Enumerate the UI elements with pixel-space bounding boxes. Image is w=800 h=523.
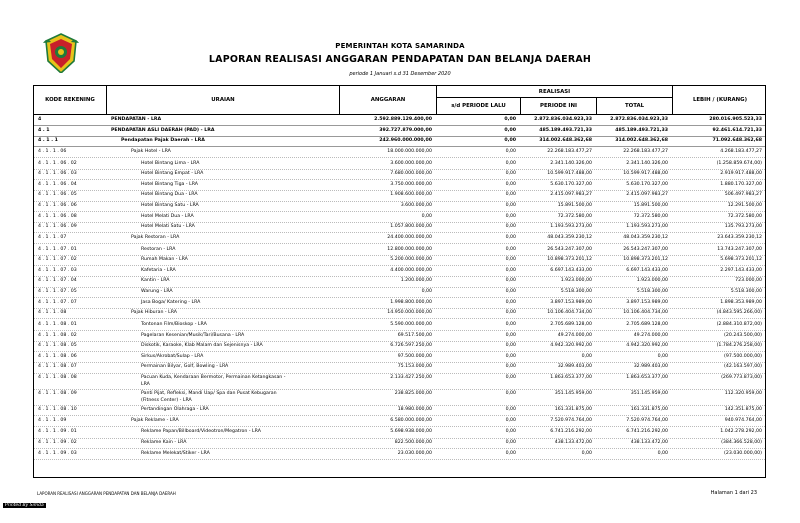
row-lalu: 0,00 bbox=[505, 391, 516, 396]
row-kode: 4 . 1 . 1 . 06 . 08 bbox=[38, 213, 77, 219]
row-lalu: 0,00 bbox=[505, 181, 516, 187]
col-periode-lalu: s/d PERIODE LALU bbox=[437, 98, 521, 114]
row-separator bbox=[34, 308, 765, 309]
row-ini: 72.372.580,00 bbox=[557, 213, 592, 219]
row-lalu: 0,00 bbox=[505, 257, 516, 263]
row-kode: 4 . 1 . 1 . 09 . 02 bbox=[38, 440, 77, 445]
row-anggaran: 18.980.000,00 bbox=[397, 407, 432, 412]
row-kode: 4 . 1 bbox=[38, 127, 50, 133]
row-ini: 1.863.653.377,00 bbox=[550, 375, 592, 380]
row-anggaran: 1.998.800.000,00 bbox=[390, 299, 432, 305]
row-ini: 4.942.320.992,00 bbox=[550, 343, 592, 349]
row-lalu: 0,00 bbox=[505, 364, 516, 370]
row-kode: 4 . 1 . 1 . 06 . 04 bbox=[38, 181, 77, 187]
row-total: 1.863.653.377,00 bbox=[626, 375, 668, 380]
row-lalu: 0,00 bbox=[505, 407, 516, 412]
row-ini: 5.518.300,00 bbox=[560, 289, 592, 294]
row-lalu: 0,00 bbox=[505, 417, 516, 423]
col-total: TOTAL bbox=[597, 98, 673, 114]
row-anggaran: 1.057.800.000,00 bbox=[390, 224, 432, 230]
row-ini: 6.697.143.433,00 bbox=[550, 267, 592, 273]
row-total: 2.872.836.034.923,33 bbox=[610, 117, 668, 122]
row-lebih: 92.461.614.721,33 bbox=[712, 127, 762, 133]
row-uraian: Jasa Boga/ Katering - LRA bbox=[141, 299, 201, 305]
row-lebih: 2.919.917.488,00 bbox=[720, 171, 762, 177]
row-total: 314.002.648.362,68 bbox=[615, 138, 668, 144]
row-anggaran: 0,00 bbox=[421, 213, 432, 219]
row-uraian: Reklame Papan/Billboard/Videotron/Megatron - LRA bbox=[141, 429, 261, 435]
row-lebih: (269.773.873,00) bbox=[721, 375, 762, 380]
row-uraian: Kafetaria - LRA bbox=[141, 267, 176, 273]
row-lebih: (2.884.310.872,00) bbox=[716, 322, 762, 327]
row-uraian: Tontonan Film/Bioskop - LRA bbox=[141, 322, 207, 327]
row-ini: 2.341.140.326,00 bbox=[550, 160, 592, 166]
row-separator bbox=[34, 287, 765, 288]
row-lalu: 0,00 bbox=[505, 278, 516, 284]
row-anggaran: 4.400.000.000,00 bbox=[390, 267, 432, 273]
row-ini: 0,00 bbox=[581, 450, 592, 456]
row-separator bbox=[34, 265, 765, 266]
row-anggaran: 5.698.938.000,00 bbox=[390, 429, 432, 435]
row-lebih: 13.743.247.307,00 bbox=[717, 246, 762, 252]
row-uraian: Hotel Bintang Empat - LRA bbox=[141, 171, 204, 177]
row-lalu: 0,00 bbox=[505, 148, 516, 154]
row-separator bbox=[34, 276, 765, 277]
col-uraian: URAIAN bbox=[107, 86, 340, 114]
row-ini: 438.133.472,00 bbox=[554, 440, 592, 445]
row-separator bbox=[34, 362, 765, 363]
row-anggaran: 1.200.000,00 bbox=[400, 278, 432, 284]
row-anggaran: 24.400.000.000,00 bbox=[387, 234, 432, 240]
row-ini: 161.331.875,00 bbox=[554, 407, 592, 412]
row-lebih: 71.092.648.362,68 bbox=[712, 138, 762, 144]
row-lalu: 0,00 bbox=[505, 171, 516, 177]
row-lalu: 0,00 bbox=[505, 234, 516, 240]
col-periode-ini: PERIODE INI bbox=[521, 98, 597, 114]
row-lebih: 112.320.959,00 bbox=[724, 391, 762, 396]
row-total: 32.989.403,00 bbox=[633, 364, 668, 370]
row-kode: 4 . 1 . 1 . 08 . 10 bbox=[38, 407, 77, 412]
row-ini: 0,00 bbox=[581, 353, 592, 359]
row-lalu: 0,00 bbox=[505, 267, 516, 273]
row-separator bbox=[34, 297, 765, 298]
row-uraian: Hotel Melati Dua - LRA bbox=[141, 213, 194, 219]
row-uraian: Rumah Makan - LRA bbox=[141, 257, 188, 263]
row-lalu: 0,00 bbox=[505, 450, 516, 456]
row-total: 22.268.183.477,27 bbox=[623, 148, 668, 154]
row-kode: 4 . 1 . 1 . 09 bbox=[38, 417, 67, 423]
row-uraian: Restoran - LRA bbox=[141, 246, 176, 252]
row-lebih: (1.784.276.258,00) bbox=[716, 343, 762, 349]
generator-stamp: Printed By Simda bbox=[5, 503, 44, 508]
row-separator bbox=[34, 190, 765, 191]
row-total: 48.043.359.230,12 bbox=[623, 234, 668, 240]
row-total: 6.697.143.433,00 bbox=[626, 267, 668, 273]
row-separator bbox=[34, 211, 765, 212]
row-anggaran: 3.750.000.000,00 bbox=[390, 181, 432, 187]
row-ini: 1.923.000,00 bbox=[560, 278, 592, 284]
row-lebih: 2.297.143.433,00 bbox=[720, 267, 762, 273]
row-uraian: Warung - LRA bbox=[141, 289, 173, 294]
row-lebih: 506.497.983,27 bbox=[724, 192, 762, 198]
row-separator bbox=[34, 146, 765, 147]
row-uraian: Sirkus/Akrobat/Sulap - LRA bbox=[141, 353, 204, 359]
row-kode: 4 . 1 . 1 . 08 . 02 bbox=[38, 332, 77, 338]
row-ini: 2.415.097.983,27 bbox=[550, 192, 592, 198]
row-lebih: 1.880.170.327,00 bbox=[720, 181, 762, 187]
row-uraian: Pendapatan Pajak Daerah - LRA bbox=[121, 138, 205, 144]
row-anggaran: 14.950.000.000,00 bbox=[387, 310, 432, 316]
row-kode: 4 . 1 . 1 . 08 . 07 bbox=[38, 364, 77, 370]
row-separator bbox=[34, 222, 765, 223]
row-anggaran: 5.200.000.000,00 bbox=[390, 257, 432, 263]
row-total: 438.133.472,00 bbox=[630, 440, 668, 445]
row-lalu: 0,00 bbox=[505, 353, 516, 359]
row-lalu: 0,00 bbox=[505, 203, 516, 208]
row-separator bbox=[34, 426, 765, 427]
row-uraian: Pajak Hotel - LRA bbox=[131, 148, 171, 154]
row-separator bbox=[34, 136, 765, 137]
row-uraian: Pajak Hiburan - LRA bbox=[131, 310, 177, 316]
row-anggaran: 238.825.000,00 bbox=[394, 391, 432, 396]
row-ini: 48.043.359.230,12 bbox=[547, 234, 592, 240]
row-lalu: 0,00 bbox=[504, 127, 516, 133]
row-lebih: 5.698.373.201,12 bbox=[720, 257, 762, 263]
row-total: 10.898.373.201,12 bbox=[623, 257, 668, 263]
row-separator bbox=[34, 179, 765, 180]
col-realisasi: REALISASI bbox=[437, 86, 673, 98]
row-lalu: 0,00 bbox=[505, 332, 516, 338]
row-total: 6.741.216.292,00 bbox=[626, 429, 668, 435]
row-anggaran: 822.500.000,00 bbox=[394, 440, 432, 445]
row-ini: 26.543.247.307,00 bbox=[547, 246, 592, 252]
row-total: 2.705.689.128,00 bbox=[626, 322, 668, 327]
row-uraian: PENDAPATAN ASLI DAERAH (PAD) - LRA bbox=[111, 127, 215, 133]
row-anggaran: 3.600.000,00 bbox=[400, 203, 432, 208]
row-kode: 4 . 1 . 1 bbox=[38, 138, 58, 144]
row-lebih: (20.243.500,00) bbox=[724, 332, 762, 338]
row-kode: 4 . 1 . 1 . 07 . 03 bbox=[38, 267, 77, 273]
row-anggaran: 242.960.000.000,00 bbox=[379, 138, 432, 144]
row-anggaran: 1.908.600.000,00 bbox=[390, 192, 432, 198]
government-name: PEMERINTAH KOTA SAMARINDA bbox=[335, 42, 465, 50]
row-total: 26.543.247.307,00 bbox=[623, 246, 668, 252]
row-ini: 2.872.836.034.923,33 bbox=[534, 117, 592, 122]
row-uraian: Pajak Reklame - LRA bbox=[131, 417, 179, 423]
row-total: 5.630.170.327,00 bbox=[626, 181, 668, 187]
row-lalu: 0,00 bbox=[505, 213, 516, 219]
row-ini: 10.106.404.734,00 bbox=[547, 310, 592, 316]
row-kode: 4 . 1 . 1 . 08 bbox=[38, 310, 67, 316]
row-uraian: Permainan Bilyar, Golf, Bowling - LRA bbox=[141, 364, 229, 370]
row-lebih: 135.793.273,00 bbox=[724, 224, 762, 230]
col-kode-rekening: KODE REKENING bbox=[34, 86, 107, 114]
row-ini: 32.989.403,00 bbox=[557, 364, 592, 370]
col-anggaran: ANGGARAN bbox=[340, 86, 437, 114]
row-kode: 4 . 1 . 1 . 06 . 02 bbox=[38, 160, 77, 166]
header-divider bbox=[34, 114, 765, 115]
row-separator bbox=[34, 341, 765, 342]
row-kode: 4 . 1 . 1 . 07 . 01 bbox=[38, 246, 77, 252]
row-lalu: 0,00 bbox=[505, 343, 516, 349]
row-separator bbox=[34, 125, 765, 126]
row-lalu: 0,00 bbox=[505, 224, 516, 230]
row-separator bbox=[34, 201, 765, 202]
row-anggaran: 2.133.427.250,00 bbox=[390, 375, 432, 380]
row-ini: 7.520.974.764,00 bbox=[550, 417, 592, 423]
row-ini: 314.002.648.362,68 bbox=[539, 138, 592, 144]
row-separator bbox=[34, 169, 765, 170]
row-anggaran: 2.592.889.129.400,00 bbox=[374, 117, 432, 122]
row-uraian: Hotel Bintang Tiga - LRA bbox=[141, 181, 198, 187]
row-ini: 5.630.170.327,00 bbox=[550, 181, 592, 187]
row-total: 10.599.917.488,00 bbox=[623, 171, 668, 177]
row-lalu: 0,00 bbox=[505, 310, 516, 316]
row-anggaran: 69.517.500,00 bbox=[397, 332, 432, 338]
row-lalu: 0,00 bbox=[505, 289, 516, 294]
row-anggaran: 5.590.000.000,00 bbox=[390, 322, 432, 327]
row-lebih: 72.372.580,00 bbox=[727, 213, 762, 219]
row-lebih: (42.163.597,00) bbox=[724, 364, 762, 370]
row-total: 1.923.000,00 bbox=[636, 278, 668, 284]
report-title: LAPORAN REALISASI ANGGARAN PENDAPATAN DAN BELANJA DAERAH bbox=[208, 54, 592, 65]
row-anggaran: 75.153.000,00 bbox=[397, 364, 432, 370]
report-period: periode 1 Januari s.d 31 Desember 2020 bbox=[349, 71, 451, 77]
row-total: 4.942.320.992,00 bbox=[626, 343, 668, 349]
row-uraian: Hotel Bintang Lima - LRA bbox=[141, 160, 200, 166]
row-lalu: 0,00 bbox=[505, 429, 516, 435]
row-lalu: 0,00 bbox=[505, 160, 516, 166]
row-lebih: (4.843.595.266,00) bbox=[716, 310, 762, 316]
city-emblem-logo bbox=[43, 33, 79, 73]
row-total: 351.145.959,00 bbox=[630, 391, 668, 396]
footer-report-name: LAPORAN REALISASI ANGGARAN PENDAPATAN DAN BELANJA DAERAH bbox=[37, 491, 176, 496]
row-total: 3.897.153.989,00 bbox=[626, 299, 668, 305]
row-lalu: 0,00 bbox=[505, 299, 516, 305]
row-ini: 15.891.500,00 bbox=[557, 203, 592, 208]
report-table bbox=[33, 85, 766, 478]
row-lebih: 1.042.278.292,00 bbox=[720, 429, 762, 435]
row-ini: 6.741.216.292,00 bbox=[550, 429, 592, 435]
row-uraian-continued: (Fitness Center) - LRA bbox=[141, 397, 192, 403]
row-kode: 4 . 1 . 1 . 07 bbox=[38, 234, 67, 240]
row-total: 7.520.974.764,00 bbox=[626, 417, 668, 423]
row-uraian: Pagelaran Kesenian/Musik/Tari/Busana - LRA bbox=[141, 332, 245, 338]
row-lebih: (1.258.859.674,00) bbox=[716, 160, 762, 166]
row-separator bbox=[34, 232, 765, 233]
row-ini: 485.189.493.721,33 bbox=[539, 127, 592, 133]
page-number: Halaman 1 dari 23 bbox=[710, 490, 757, 496]
row-uraian: Reklame Kain - LRA bbox=[141, 440, 187, 445]
row-lebih: 1.898.353.989,00 bbox=[720, 299, 762, 305]
row-kode: 4 . 1 . 1 . 06 . 05 bbox=[38, 192, 77, 198]
row-separator bbox=[34, 448, 765, 449]
row-uraian: Hotel Melati Satu - LRA bbox=[141, 224, 195, 230]
row-total: 161.331.875,00 bbox=[630, 407, 668, 412]
row-kode: 4 . 1 . 1 . 08 . 08 bbox=[38, 375, 77, 380]
row-ini: 22.268.183.477,27 bbox=[547, 148, 592, 154]
row-lalu: 0,00 bbox=[505, 440, 516, 445]
row-uraian: Hotel Bintang Dua - LRA bbox=[141, 192, 198, 198]
row-total: 15.891.500,00 bbox=[633, 203, 668, 208]
row-separator bbox=[34, 438, 765, 439]
row-ini: 1.193.593.273,00 bbox=[550, 224, 592, 230]
row-kode: 4 . 1 . 1 . 08 . 05 bbox=[38, 343, 77, 349]
row-ini: 10.898.373.201,12 bbox=[547, 257, 592, 263]
row-anggaran: 12.800.000.000,00 bbox=[387, 246, 432, 252]
row-uraian: Pertandingan Olahraga - LRA bbox=[141, 407, 209, 412]
row-ini: 3.897.153.989,00 bbox=[550, 299, 592, 305]
row-lebih: (384.366.528,00) bbox=[721, 440, 762, 445]
row-separator bbox=[34, 415, 765, 416]
row-uraian: Kantin - LRA bbox=[141, 278, 170, 284]
row-kode: 4 . 1 . 1 . 07 . 07 bbox=[38, 299, 77, 305]
row-kode: 4 . 1 . 1 . 06 . 09 bbox=[38, 224, 77, 230]
row-lalu: 0,00 bbox=[505, 322, 516, 327]
row-anggaran: 3.600.000.000,00 bbox=[390, 160, 432, 166]
row-ini: 2.705.689.128,00 bbox=[550, 322, 592, 327]
row-lalu: 0,00 bbox=[505, 375, 516, 380]
row-lebih: 142.351.875,00 bbox=[724, 407, 762, 412]
row-total: 1.193.593.273,00 bbox=[626, 224, 668, 230]
row-anggaran: 0,00 bbox=[421, 289, 432, 294]
row-separator bbox=[34, 318, 765, 319]
row-separator bbox=[34, 373, 765, 374]
row-uraian-continued: LRA bbox=[141, 381, 150, 387]
row-anggaran: 6.726.597.250,00 bbox=[390, 343, 432, 349]
row-lebih: (97.500.000,00) bbox=[724, 353, 762, 359]
row-kode: 4 . 1 . 1 . 08 . 09 bbox=[38, 391, 77, 396]
row-total: 49.274.000,00 bbox=[633, 332, 668, 338]
row-kode: 4 . 1 . 1 . 07 . 02 bbox=[38, 257, 77, 263]
row-separator bbox=[34, 351, 765, 352]
row-kode: 4 . 1 . 1 . 06 . 03 bbox=[38, 171, 77, 177]
row-anggaran: 7.680.000.000,00 bbox=[390, 171, 432, 177]
row-separator bbox=[34, 157, 765, 158]
row-lebih: 5.518.300,00 bbox=[730, 289, 762, 294]
row-lalu: 0,00 bbox=[504, 138, 516, 144]
row-uraian: Diskotik, Karaoke, Klab Malam dan Sejenisnya - LRA bbox=[141, 343, 263, 349]
row-total: 10.106.404.734,00 bbox=[623, 310, 668, 316]
row-anggaran: 18.000.000.000,00 bbox=[387, 148, 432, 154]
row-uraian: Hotel Bintang Satu - LRA bbox=[141, 203, 199, 208]
row-lebih: 723.000,00 bbox=[735, 278, 762, 284]
row-separator bbox=[34, 389, 765, 390]
row-total: 5.518.300,00 bbox=[636, 289, 668, 294]
row-total: 0,00 bbox=[657, 450, 668, 456]
row-anggaran: 23.030.000,00 bbox=[397, 450, 432, 456]
row-anggaran: 97.500.000,00 bbox=[397, 353, 432, 359]
row-uraian: Panti Pijat, Refleksi, Mandi Uap/ Spa dan Pusat Kebugaran bbox=[141, 391, 277, 396]
row-separator bbox=[34, 459, 765, 460]
row-total: 485.189.493.721,33 bbox=[615, 127, 668, 133]
row-kode: 4 . 1 . 1 . 07 . 05 bbox=[38, 289, 77, 294]
row-total: 72.372.580,00 bbox=[633, 213, 668, 219]
row-ini: 49.274.000,00 bbox=[557, 332, 592, 338]
row-kode: 4 . 1 . 1 . 06 bbox=[38, 148, 67, 154]
row-uraian: PENDAPATAN - LRA bbox=[111, 117, 162, 122]
row-kode: 4 . 1 . 1 . 08 . 06 bbox=[38, 353, 77, 359]
row-anggaran: 6.580.000.000,00 bbox=[390, 417, 432, 423]
row-kode: 4 bbox=[38, 117, 42, 122]
row-total: 2.341.140.326,00 bbox=[626, 160, 668, 166]
row-total: 0,00 bbox=[657, 353, 668, 359]
row-uraian: Reklame Melekat/Stiker - LRA bbox=[141, 450, 210, 456]
row-lalu: 0,00 bbox=[505, 246, 516, 252]
row-lebih: 4.268.183.477,27 bbox=[720, 148, 762, 154]
row-uraian: Pacuan Kuda, Kendaraan Bermotor, Permainan Ketangkasan - bbox=[141, 375, 286, 380]
row-separator bbox=[34, 255, 765, 256]
row-lebih: 12.291.500,00 bbox=[727, 203, 762, 208]
row-kode: 4 . 1 . 1 . 09 . 03 bbox=[38, 450, 77, 456]
row-lebih: 23.643.359.230,12 bbox=[717, 234, 762, 240]
row-separator bbox=[34, 405, 765, 406]
row-ini: 351.145.959,00 bbox=[554, 391, 592, 396]
row-lebih: 280.016.905.523,33 bbox=[709, 117, 762, 122]
row-separator bbox=[34, 243, 765, 244]
row-kode: 4 . 1 . 1 . 06 . 06 bbox=[38, 203, 77, 208]
col-lebih-kurang: LEBIH / (KURANG) bbox=[692, 97, 748, 103]
row-kode: 4 . 1 . 1 . 07 . 04 bbox=[38, 278, 77, 284]
row-lebih: (23.030.000,00) bbox=[724, 450, 762, 456]
row-ini: 10.599.917.488,00 bbox=[547, 171, 592, 177]
row-kode: 4 . 1 . 1 . 08 . 01 bbox=[38, 322, 77, 327]
row-kode: 4 . 1 . 1 . 09 . 01 bbox=[38, 429, 77, 435]
row-total: 2.415.097.983,27 bbox=[626, 192, 668, 198]
row-anggaran: 392.727.879.000,00 bbox=[379, 127, 432, 133]
row-lalu: 0,00 bbox=[504, 117, 516, 122]
row-separator bbox=[34, 330, 765, 331]
row-uraian: Pajak Restoran - LRA bbox=[131, 234, 180, 240]
row-lalu: 0,00 bbox=[505, 192, 516, 198]
row-lebih: 940.974.764,00 bbox=[724, 417, 762, 423]
